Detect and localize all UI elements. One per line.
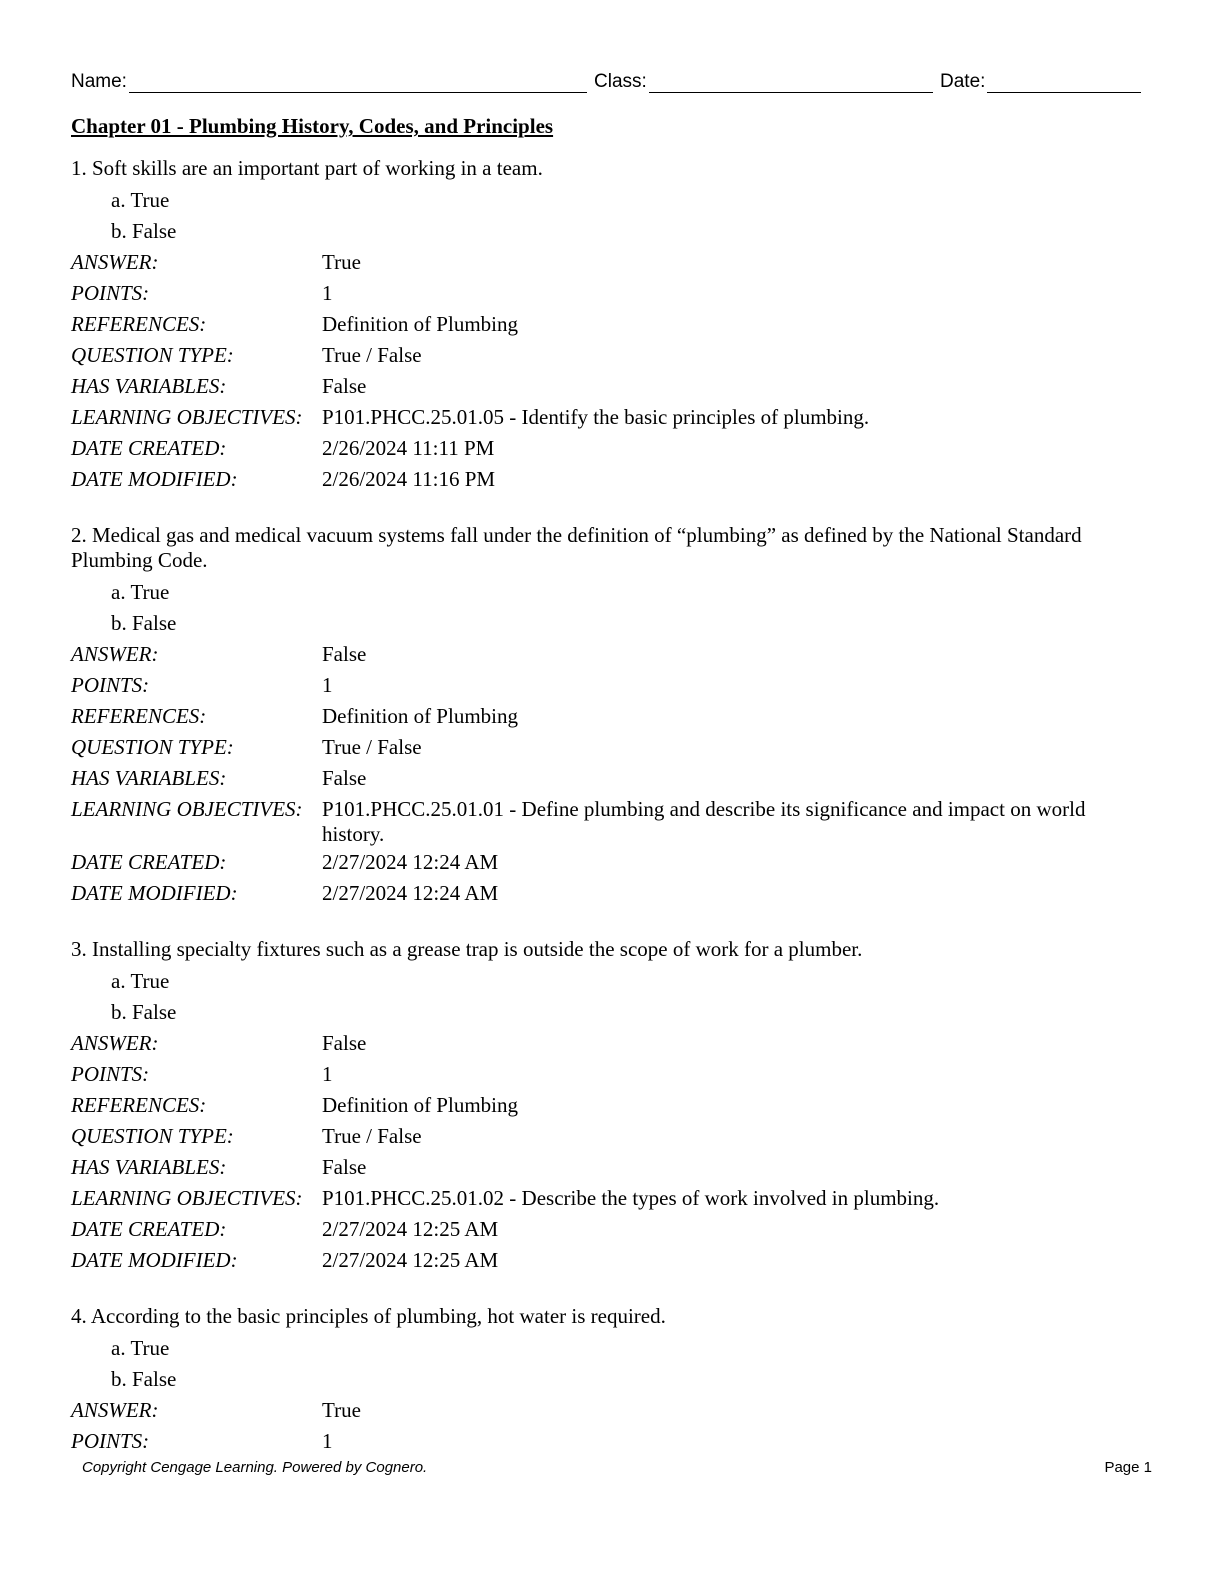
meta-value: True / False (322, 1124, 422, 1148)
meta-label: ANSWER: (71, 250, 159, 274)
meta-row-has-variables (71, 763, 1141, 794)
answer-option: b. False (111, 219, 177, 243)
answer-option: b. False (111, 611, 177, 635)
meta-label: REFERENCES: (71, 312, 207, 336)
meta-label: QUESTION TYPE: (71, 343, 234, 367)
meta-label: HAS VARIABLES: (71, 1155, 227, 1179)
meta-label: DATE CREATED: (71, 436, 227, 460)
name-field (71, 70, 587, 93)
meta-row-learning-objectives (71, 794, 1141, 847)
meta-row-points (71, 1059, 1141, 1090)
name-blank-line (129, 70, 587, 93)
copyright-notice: Copyright Cengage Learning. Powered by Cognero. (82, 1459, 428, 1476)
answer-option: a. True (111, 188, 170, 212)
meta-value: 1 (322, 673, 333, 697)
meta-row-date-modified (71, 1245, 1141, 1276)
meta-value: False (322, 766, 367, 790)
meta-value: 2/27/2024 12:25 AM (322, 1248, 499, 1272)
meta-label: QUESTION TYPE: (71, 735, 234, 759)
question-item (71, 156, 1141, 495)
class-label: Class: (594, 71, 647, 92)
meta-label: DATE MODIFIED: (71, 881, 238, 905)
date-blank-line (987, 70, 1141, 93)
worksheet-page (71, 0, 1153, 1584)
meta-label: HAS VARIABLES: (71, 766, 227, 790)
meta-label: QUESTION TYPE: (71, 1124, 234, 1148)
question-item (71, 523, 1141, 909)
student-info-header (71, 70, 1141, 96)
meta-label: LEARNING OBJECTIVES: (71, 797, 303, 821)
meta-value: Definition of Plumbing (322, 704, 518, 728)
meta-row-answer (71, 639, 1141, 670)
meta-row-references (71, 701, 1141, 732)
meta-row-references (71, 309, 1141, 340)
meta-row-points (71, 278, 1141, 309)
meta-row-answer (71, 247, 1141, 278)
meta-value: Definition of Plumbing (322, 312, 518, 336)
meta-value: 2/27/2024 12:25 AM (322, 1217, 499, 1241)
meta-value: False (322, 374, 367, 398)
meta-row-date-modified (71, 464, 1141, 495)
meta-value: False (322, 1155, 367, 1179)
date-label: Date: (940, 71, 986, 92)
question-item (71, 937, 1141, 1276)
meta-label: POINTS: (71, 1429, 150, 1453)
meta-label: POINTS: (71, 673, 150, 697)
meta-value: True (322, 1398, 361, 1422)
meta-value: P101.PHCC.25.01.02 - Describe the types of work involved in plumbing. (322, 1186, 940, 1210)
meta-value: True / False (322, 343, 422, 367)
question-text: 3. Installing specialty fixtures such as a grease trap is outside the scope of work for a plumber. (71, 937, 863, 961)
question-text: 2. Medical gas and medical vacuum systems fall under the definition of “plumbing” as defined by the National Standard Plumbing Code. (71, 523, 1082, 572)
meta-row-points (71, 1426, 1141, 1457)
meta-value: 2/27/2024 12:24 AM (322, 850, 499, 874)
meta-value: 2/27/2024 12:24 AM (322, 881, 499, 905)
meta-label: ANSWER: (71, 642, 159, 666)
meta-row-question-type (71, 340, 1141, 371)
meta-row-question-type (71, 732, 1141, 763)
answer-option: a. True (111, 969, 170, 993)
meta-label: POINTS: (71, 1062, 150, 1086)
meta-label: LEARNING OBJECTIVES: (71, 1186, 303, 1210)
meta-label: DATE CREATED: (71, 1217, 227, 1241)
answer-option: a. True (111, 580, 170, 604)
meta-row-date-modified (71, 878, 1141, 909)
answer-option: b. False (111, 1000, 177, 1024)
meta-row-learning-objectives (71, 1183, 1141, 1214)
meta-row-question-type (71, 1121, 1141, 1152)
meta-row-has-variables (71, 1152, 1141, 1183)
question-text: 1. Soft skills are an important part of working in a team. (71, 156, 543, 180)
question-text: 4. According to the basic principles of plumbing, hot water is required. (71, 1304, 666, 1328)
class-field (594, 70, 933, 93)
meta-value: False (322, 1031, 367, 1055)
class-blank-line (649, 70, 933, 93)
page-footer (82, 1459, 1152, 1481)
meta-value: True / False (322, 735, 422, 759)
meta-label: LEARNING OBJECTIVES: (71, 405, 303, 429)
question-item (71, 1304, 1141, 1457)
meta-row-date-created (71, 1214, 1141, 1245)
meta-row-date-created (71, 433, 1141, 464)
meta-value: 1 (322, 1062, 333, 1086)
meta-label: POINTS: (71, 281, 150, 305)
meta-value: True (322, 250, 361, 274)
meta-label: HAS VARIABLES: (71, 374, 227, 398)
question-list (71, 156, 1141, 1485)
meta-row-answer (71, 1028, 1141, 1059)
answer-option: b. False (111, 1367, 177, 1391)
meta-row-has-variables (71, 371, 1141, 402)
meta-label: ANSWER: (71, 1398, 159, 1422)
meta-value: P101.PHCC.25.01.01 - Define plumbing and describe its significance and impact on world history. (322, 797, 1086, 846)
page-number: Page 1 (1104, 1459, 1152, 1476)
name-label: Name: (71, 71, 127, 92)
meta-label: ANSWER: (71, 1031, 159, 1055)
meta-label: DATE MODIFIED: (71, 467, 238, 491)
meta-value: False (322, 642, 367, 666)
meta-value: 2/26/2024 11:16 PM (322, 467, 496, 491)
meta-value: Definition of Plumbing (322, 1093, 518, 1117)
meta-value: 1 (322, 281, 333, 305)
meta-row-references (71, 1090, 1141, 1121)
meta-row-learning-objectives (71, 402, 1141, 433)
meta-value: 2/26/2024 11:11 PM (322, 436, 495, 460)
meta-row-answer (71, 1395, 1141, 1426)
chapter-title: Chapter 01 - Plumbing History, Codes, and Principles (71, 114, 554, 138)
meta-value: 1 (322, 1429, 333, 1453)
date-field (940, 70, 1141, 93)
meta-value: P101.PHCC.25.01.05 - Identify the basic principles of plumbing. (322, 405, 870, 429)
answer-option: a. True (111, 1336, 170, 1360)
meta-row-points (71, 670, 1141, 701)
meta-label: REFERENCES: (71, 1093, 207, 1117)
meta-label: REFERENCES: (71, 704, 207, 728)
meta-row-date-created (71, 847, 1141, 878)
meta-label: DATE MODIFIED: (71, 1248, 238, 1272)
meta-label: DATE CREATED: (71, 850, 227, 874)
